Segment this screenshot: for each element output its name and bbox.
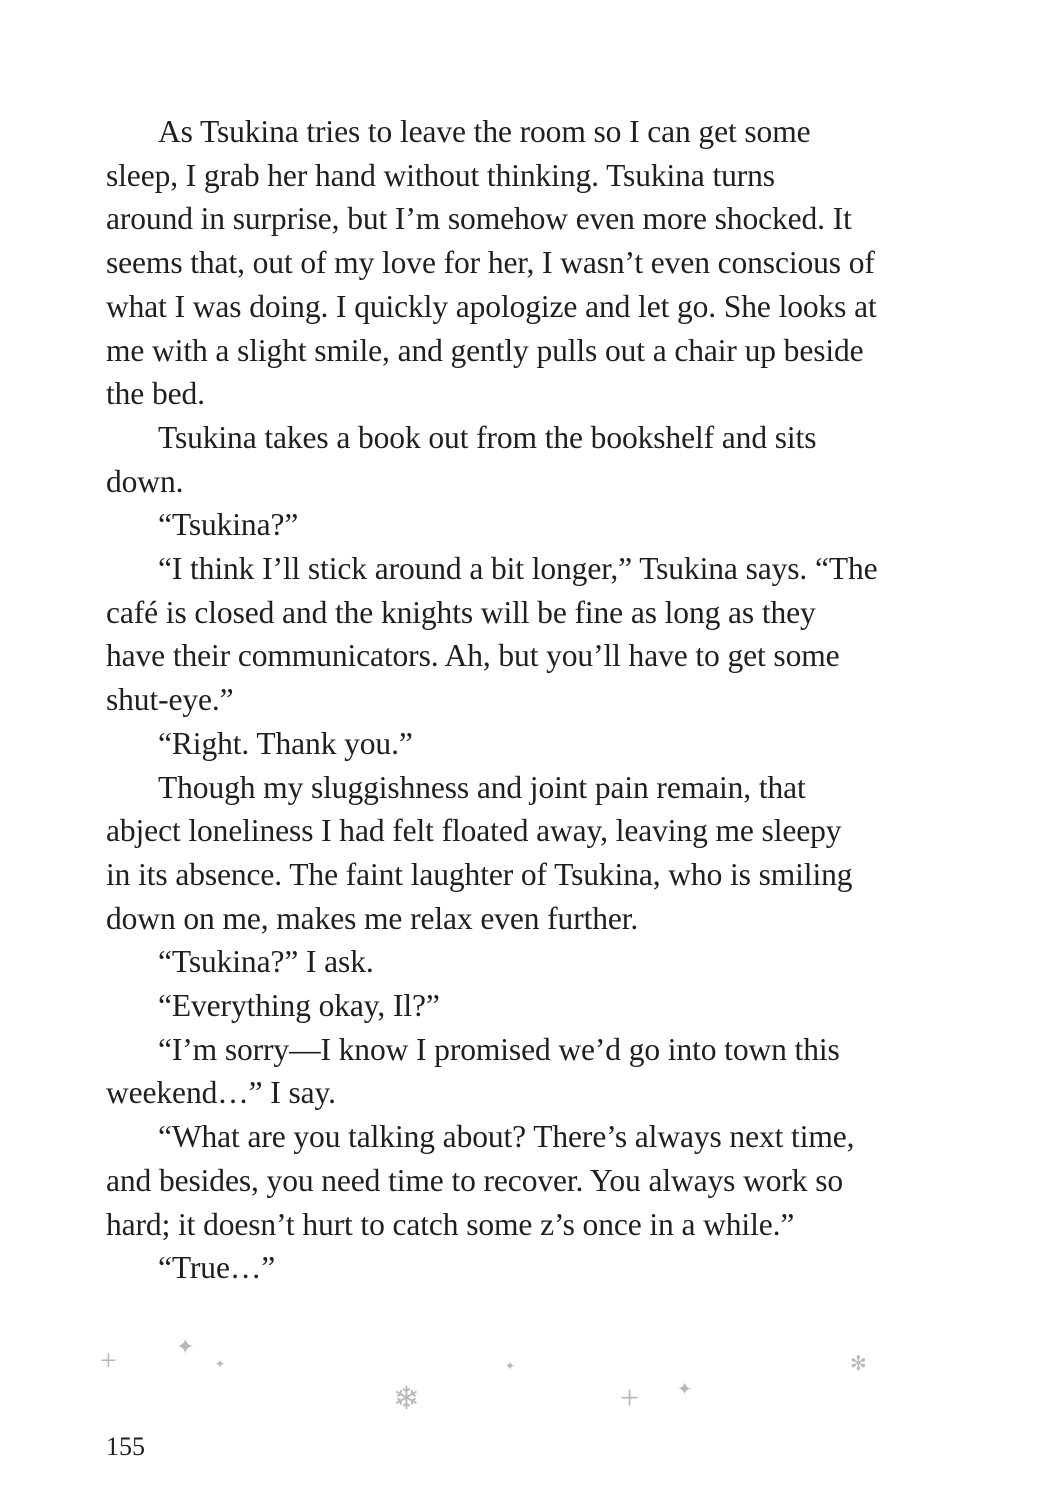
sparkle-star-icon: ✦ [677,1379,693,1399]
decorative-ornaments [0,1330,1050,1430]
sparkle-dot-icon: ✦ [505,1359,516,1373]
paragraph: “I think I’ll stick around a bit longer,” Tsukina says. “The café is closed and the knights will be fine as long as they have their communicators. Ah, but you’ll have to get some shut-eye.” [106,551,878,718]
paragraph: As Tsukina tries to leave the room so I can get some sleep, I grab her hand without thinking. Tsukina turns around in surprise, but I’m somehow even more shocked. It seems that, out of my love for her, I wasn’t even conscious of what I was doing. I quickly apologize and let go. She looks at me with a slight smile, and gently pulls out a chair up beside the bed. [106,114,877,412]
paragraph: “Everything okay, Il?” [158,988,440,1024]
paragraph: Though my sluggishness and joint pain remain, that abject loneliness I had felt floated away, leaving me sleepy in its absence. The faint laughter of Tsukina, who is smiling down on me, makes me relax even further. [106,769,853,936]
paragraph: “True…” [158,1250,276,1286]
paragraph: Tsukina takes a book out from the bookshelf and sits down. [106,419,817,499]
sparkle-cross-icon: + [100,1344,117,1377]
paragraph: “Tsukina?” [158,507,299,543]
sparkle-star-icon: ✦ [176,1334,195,1359]
paragraph: “Right. Thank you.” [158,725,413,761]
paragraph: “Tsukina?” I ask. [158,944,374,980]
sparkle-cross-icon: + [620,1380,640,1417]
paragraph: “I’m sorry—I know I promised we’d go into town this weekend…” I say. [106,1031,840,1111]
snowflake-small-icon: ✻ [850,1353,867,1375]
page-number: 155 [106,1432,145,1461]
paragraph: “What are you talking about? There’s always next time, and besides, you need time to recover. You always work so hard; it doesn’t hurt to catch some z’s once in a while.” [106,1119,855,1242]
snowflake-icon: ❄ [393,1380,420,1416]
body-text [106,110,946,1290]
sparkle-dot-icon: ✦ [215,1357,226,1371]
